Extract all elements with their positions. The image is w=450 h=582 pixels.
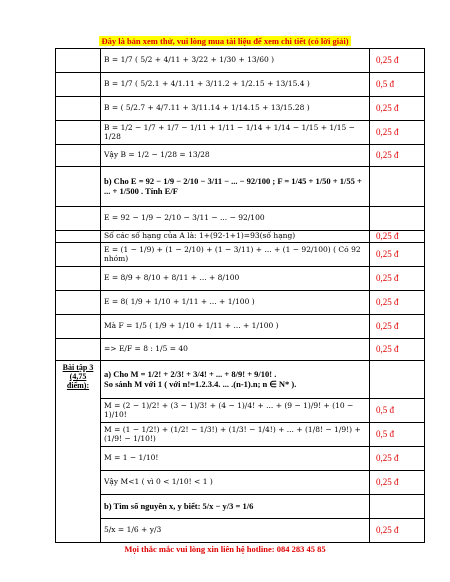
answer-row-r14 <box>56 361 425 399</box>
solution-step-text: Vậy B = 1/2 − 1/28 = 13/28 <box>104 150 210 160</box>
answer-row-r2 <box>56 73 425 97</box>
score-cell: 0,25 đ <box>370 339 425 361</box>
score-cell: 0,25 đ <box>370 267 425 291</box>
answer-row-r7 <box>56 207 425 231</box>
score-cell: 0,5 đ <box>370 73 425 97</box>
score-cell: 0,25 đ <box>370 243 425 267</box>
solution-step-text: B = 1/7 ( 5/2 + 4/11 + 3/22 + 1/30 + 13/60 ) <box>104 55 275 65</box>
solution-step-cell <box>101 361 370 399</box>
preview-notice-text: Đây là bản xem thử, vui lòng mua tài liệu để xem chi tiết (có lời giải) <box>101 36 349 46</box>
label-cell-empty <box>56 267 101 291</box>
hotline-footer: Mọi thắc mắc vui lòng xin liên hệ hotline: 084 283 45 85 <box>124 544 326 554</box>
solution-step-cell <box>101 243 370 267</box>
score-cell: 0,25 đ <box>370 447 425 471</box>
answer-row-r4 <box>56 121 425 145</box>
solution-step-cell <box>101 97 370 121</box>
answer-row-r3 <box>56 97 425 121</box>
solution-step-cell <box>101 121 370 145</box>
solution-step-cell <box>101 519 370 543</box>
solution-step-cell <box>101 231 370 243</box>
answer-row-r10 <box>56 267 425 291</box>
solution-step-text: => E/F = 8 : 1/5 = 40 <box>104 344 188 354</box>
score-cell: 0,25 đ <box>370 121 425 145</box>
solution-step-text: Vậy M<1 ( vì 0 < 1/10! < 1 ) <box>104 477 213 487</box>
preview-notice-banner <box>0 36 450 48</box>
solution-step-cell <box>101 471 370 495</box>
solution-step-text: Số các số hạng của A là: 1+(92-1+1)=93(số hạng) <box>104 231 296 241</box>
solution-step-cell <box>101 207 370 231</box>
score-cell <box>370 361 425 399</box>
score-cell: 0,25 đ <box>370 97 425 121</box>
answer-row-r13 <box>56 339 425 361</box>
solution-step-text: b) Tìm số nguyên x, y biết: 5/x − y/3 = 1/6 <box>104 500 254 511</box>
solution-step-text: M = 1 − 1/10! <box>104 453 159 463</box>
label-cell-empty <box>56 121 101 145</box>
label-cell-empty <box>56 315 101 339</box>
answer-row-r16 <box>56 423 425 447</box>
answer-table-body <box>56 49 425 543</box>
label-cell-empty <box>56 97 101 121</box>
answer-table <box>55 48 425 543</box>
solution-step-text: Mà F = 1/5 ( 1/9 + 1/10 + 1/11 + ... + 1/100 ) <box>104 321 279 331</box>
score-cell: 0,5 đ <box>370 423 425 447</box>
solution-step-cell <box>101 49 370 73</box>
label-cell-empty <box>56 339 101 361</box>
solution-step-text: B = 1/2 − 1/7 + 1/7 − 1/11 + 1/11 − 1/14 + 1/14 − 1/15 + 1/15 − 1/28 <box>104 122 355 141</box>
solution-step-text: E = 8/9 + 8/10 + 8/11 + ... + 8/100 <box>104 273 240 283</box>
solution-step-cell <box>101 339 370 361</box>
score-cell <box>370 495 425 519</box>
answer-row-r5 <box>56 145 425 167</box>
label-cell-empty <box>56 291 101 315</box>
answer-row-r9 <box>56 243 425 267</box>
answer-row-r8 <box>56 231 425 243</box>
score-cell: 0,25 đ <box>370 231 425 243</box>
score-cell: 0,25 đ <box>370 291 425 315</box>
score-cell: 0,25 đ <box>370 519 425 543</box>
label-cell-empty <box>56 145 101 167</box>
solution-step-cell <box>101 447 370 471</box>
solution-step-text: a) Cho M = 1/2! + 2/3! + 3/4! + ... + 8/9! + 9/10! . So sánh M với 1 ( với n!=1.2.3.4. ... .(n-1).n; n ∈ N* ). <box>104 368 297 389</box>
label-cell-empty <box>56 243 101 267</box>
solution-step-cell <box>101 291 370 315</box>
exercise-3-label: Bài tập 3 (4,75 điểm): <box>62 363 94 391</box>
answer-row-r17 <box>56 447 425 471</box>
solution-step-text: 5/x = 1/6 + y/3 <box>104 525 162 535</box>
answer-row-r1 <box>56 49 425 73</box>
label-cell-empty <box>56 231 101 243</box>
answer-row-r12 <box>56 315 425 339</box>
answer-row-r19 <box>56 495 425 519</box>
score-cell: 0,25 đ <box>370 471 425 495</box>
solution-step-text: B = ( 5/2.7 + 4/7.11 + 3/11.14 + 1/14.15 + 13/15.28 ) <box>104 103 310 113</box>
label-cell-empty <box>56 73 101 97</box>
solution-step-cell <box>101 267 370 291</box>
solution-step-text: E = 92 − 1/9 − 2/10 − 3/11 − ... − 92/100 <box>104 213 265 223</box>
solution-step-cell <box>101 495 370 519</box>
solution-step-text: B = 1/7 ( 5/2.1 + 4/1.11 + 3/11.2 + 1/2.15 + 13/15.4 ) <box>104 79 310 89</box>
answer-row-r6 <box>56 167 425 207</box>
score-cell <box>370 207 425 231</box>
solution-step-text: E = 8( 1/9 + 1/10 + 1/11 + ... + 1/100 ) <box>104 297 255 307</box>
solution-step-cell <box>101 315 370 339</box>
answer-row-r15 <box>56 399 425 423</box>
label-cell-empty <box>56 167 101 207</box>
score-cell <box>370 167 425 207</box>
solution-step-text: b) Cho E = 92 − 1/9 − 2/10 − 3/11 − ... − 92/100 ; F = 1/45 + 1/50 + 1/55 + ... + 1/500 . Tính E/F <box>104 175 362 196</box>
solution-step-text: M = (1 − 1/2!) + (1/2! − 1/3!) + (1/3! − 1/4!) + ... + (1/8! − 1/9!) + (1/9! − 1/10!) <box>104 424 361 443</box>
label-cell-empty <box>56 49 101 73</box>
solution-step-cell <box>101 145 370 167</box>
answer-row-r18 <box>56 471 425 495</box>
answer-row-r20 <box>56 519 425 543</box>
exercise-label-cell <box>56 361 101 543</box>
label-cell-empty <box>56 207 101 231</box>
solution-step-text: E = (1 − 1/9) + (1 − 2/10) + (1 − 3/11) + ... + (1 − 92/100) ( Có 92 nhóm) <box>104 244 361 263</box>
solution-step-cell <box>101 399 370 423</box>
solution-step-text: M = (2 − 1)/2! + (3 − 1)/3! + (4 − 1)/4! + ... + (9 − 1)/9! + (10 − 1)/10! <box>104 400 354 419</box>
score-cell: 0,25 đ <box>370 315 425 339</box>
solution-step-cell <box>101 73 370 97</box>
score-cell: 0,25 đ <box>370 49 425 73</box>
solution-step-cell <box>101 423 370 447</box>
score-cell: 0,5 đ <box>370 399 425 423</box>
solution-step-cell <box>101 167 370 207</box>
answer-row-r11 <box>56 291 425 315</box>
score-cell: 0,25 đ <box>370 145 425 167</box>
